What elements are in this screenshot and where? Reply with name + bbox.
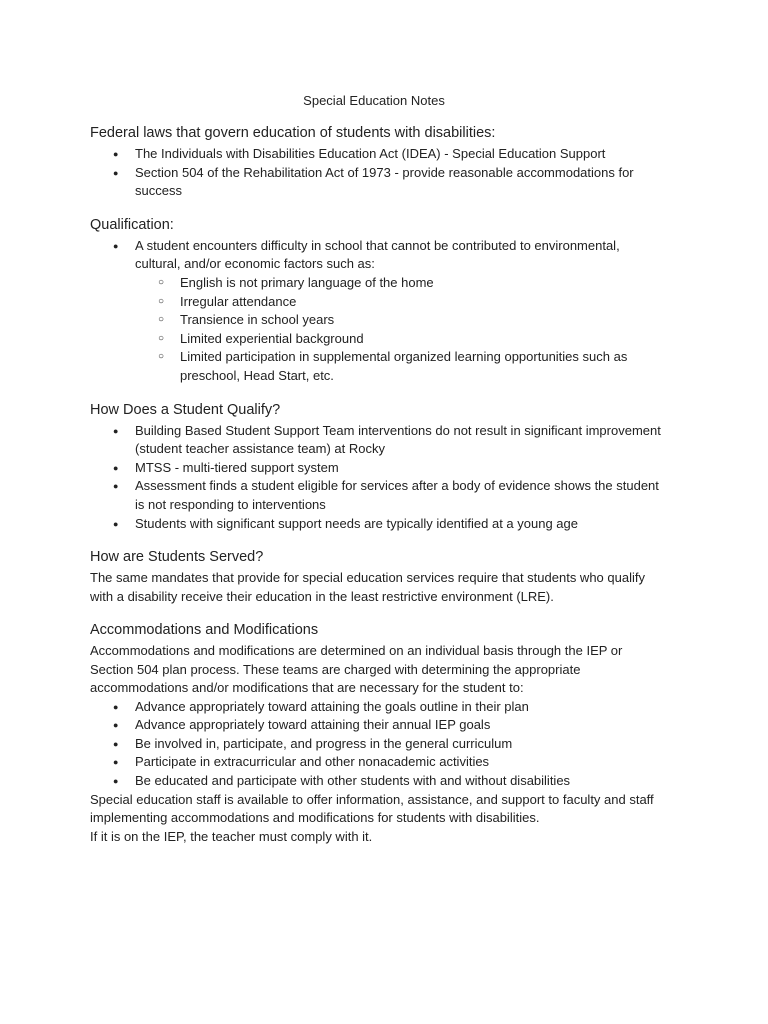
bullet-icon: ● [113, 701, 119, 712]
section-heading-qualification: Qualification: [90, 216, 174, 233]
hollow-bullet-icon: ○ [158, 276, 165, 288]
sub-list-item: ○ English is not primary language of the home [180, 274, 668, 293]
hollow-bullet-icon: ○ [158, 314, 165, 326]
section-accommodations [90, 621, 668, 846]
hollow-bullet-icon: ○ [158, 332, 165, 344]
sub-list-item: ○ Limited experiential background [180, 330, 668, 349]
federal-laws-list [90, 145, 668, 201]
qualification-list [90, 237, 668, 386]
bullet-icon: ● [113, 481, 119, 492]
section-heading-how-qualify: How Does a Student Qualify? [90, 401, 281, 418]
bullet-icon: ● [113, 757, 119, 768]
how-served-body: The same mandates that provide for special education services require that students who qualify with a disability receive their education in the least restrictive environment (LRE). [90, 570, 645, 604]
list-item: ● Section 504 of the Rehabilitation Act of 1973 - provide reasonable accommodations for success [113, 164, 634, 199]
section-heading-accommodations: Accommodations and Modifications [90, 622, 319, 639]
section-heading-federal-laws: Federal laws that govern education of students with disabilities: [90, 125, 496, 141]
list-item: ● Be educated and participate with other students with and without disabilities [135, 772, 668, 791]
qualification-factors-list [135, 274, 668, 386]
bullet-icon: ● [113, 167, 119, 178]
bullet-icon: ● [113, 720, 119, 731]
accommodations-final: If it is on the IEP, the teacher must comply with it. [90, 828, 373, 844]
list-item: ● Advance appropriately toward attaining the goals outline in their plan [135, 698, 668, 717]
sub-list-item: ○ Transience in school years [180, 311, 668, 330]
hollow-bullet-icon: ○ [158, 351, 165, 363]
how-qualify-list [90, 422, 668, 534]
bullet-icon: ● [113, 425, 119, 436]
bullet-icon: ● [113, 518, 119, 529]
section-how-served [90, 548, 668, 606]
list-item: ● A student encounters difficulty in school that cannot be contributed to environmental, cultural, and/or economic factors such as: ○ English is not primary language of the home ○ Irregular attendance ○ Transience in school years ○ Limited experiential background ○ Limited participation in supplemental organized learning opportunities such as preschool, Head Start, etc. [135, 237, 668, 386]
list-item: ● Assessment finds a student eligible for services after a body of evidence shows the student is not responding to interventions [113, 478, 659, 512]
list-item: ● Building Based Student Support Team interventions do not result in significant improvement (student teacher assistance team) at Rocky [113, 422, 661, 457]
list-item: ● Participate in extracurricular and other nonacademic activities [135, 753, 668, 772]
accommodations-closing: Special education staff is available to offer information, assistance, and support to faculty and staff implementing accommodations and modifications for students with disabilities. [90, 791, 654, 826]
list-item: ● Be involved in, participate, and progress in the general curriculum [135, 735, 668, 754]
section-federal-laws [90, 124, 668, 201]
bullet-icon: ● [113, 149, 119, 159]
accommodations-list [90, 698, 668, 791]
sub-list-item: ○ Irregular attendance [180, 293, 668, 312]
bullet-icon: ● [113, 775, 119, 786]
list-item: ● Students with significant support needs are typically identified at a young age [135, 515, 668, 534]
hollow-bullet-icon: ○ [158, 295, 165, 307]
bullet-icon: ● [113, 240, 119, 251]
page-title: Special Education Notes [303, 93, 445, 108]
accommodations-intro: Accommodations and modifications are determined on an individual basis through the IEP or Section 504 plan process. These teams are charged with determining the appropriate accommodations and/or modifications that are necessary for the student to: [90, 643, 623, 696]
bullet-icon: ● [113, 738, 119, 749]
section-qualification [90, 216, 668, 386]
bullet-icon: ● [113, 462, 119, 473]
section-heading-how-served: How are Students Served? [90, 549, 264, 566]
sub-list-item: ○ Limited participation in supplemental organized learning opportunities such as preschool, Head Start, etc. [158, 349, 628, 383]
list-item: ● MTSS - multi-tiered support system [135, 459, 668, 478]
list-item: ● Advance appropriately toward attaining their annual IEP goals [135, 716, 668, 735]
section-how-qualify [90, 401, 668, 534]
list-item: ● The Individuals with Disabilities Education Act (IDEA) - Special Education Support [135, 145, 668, 164]
